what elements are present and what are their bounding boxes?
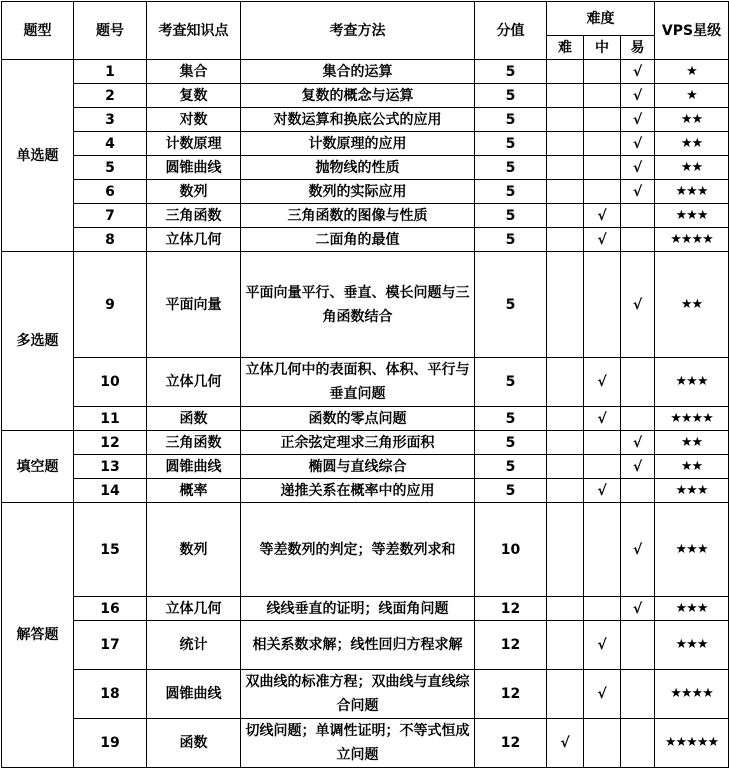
hard-cell: √: [547, 719, 584, 768]
point-cell: 数列: [147, 180, 241, 204]
method-cell: 抛物线的性质: [241, 156, 475, 180]
stars-cell: ★★★: [655, 597, 729, 621]
easy-cell: [621, 204, 655, 228]
hard-cell: [547, 503, 584, 597]
header-vps: VPS星级: [655, 2, 729, 60]
method-cell: 计数原理的应用: [241, 132, 475, 156]
hard-cell: [547, 407, 584, 431]
table-row: [2, 60, 729, 84]
method-cell: 切线问题；单调性证明；不等式恒成立问题: [241, 719, 475, 768]
stars-cell: ★★: [655, 252, 729, 358]
hard-cell: [547, 156, 584, 180]
table-row: [2, 455, 729, 479]
easy-cell: √: [621, 597, 655, 621]
stars-cell: ★★★★: [655, 670, 729, 719]
point-cell: 概率: [147, 479, 241, 503]
stars-cell: ★★: [655, 431, 729, 455]
score-cell: 12: [475, 597, 547, 621]
point-cell: 立体几何: [147, 228, 241, 252]
table-row: [2, 252, 729, 358]
method-cell: 对数运算和换底公式的应用: [241, 108, 475, 132]
num-cell: 3: [74, 108, 147, 132]
header-num: 题号: [74, 2, 147, 60]
medium-cell: √: [584, 407, 621, 431]
exam-analysis-table: [1, 1, 729, 768]
num-cell: 11: [74, 407, 147, 431]
num-cell: 15: [74, 503, 147, 597]
stars-cell: ★★★★★: [655, 719, 729, 768]
point-cell: 对数: [147, 108, 241, 132]
easy-cell: √: [621, 132, 655, 156]
easy-cell: [621, 479, 655, 503]
easy-cell: √: [621, 431, 655, 455]
medium-cell: √: [584, 358, 621, 407]
medium-cell: [584, 60, 621, 84]
easy-cell: [621, 358, 655, 407]
medium-cell: [584, 108, 621, 132]
hard-cell: [547, 252, 584, 358]
easy-cell: [621, 621, 655, 670]
hard-cell: [547, 479, 584, 503]
score-cell: 12: [475, 621, 547, 670]
stars-cell: ★★: [655, 156, 729, 180]
type-cell: 多选题: [2, 252, 74, 431]
table-row: [2, 180, 729, 204]
method-cell: 二面角的最值: [241, 228, 475, 252]
header-difficulty: 难度: [547, 2, 655, 36]
hard-cell: [547, 180, 584, 204]
header-score: 分值: [475, 2, 547, 60]
hard-cell: [547, 132, 584, 156]
table-row: [2, 670, 729, 719]
stars-cell: ★★: [655, 132, 729, 156]
medium-cell: [584, 84, 621, 108]
hard-cell: [547, 84, 584, 108]
num-cell: 8: [74, 228, 147, 252]
medium-cell: √: [584, 621, 621, 670]
score-cell: 5: [475, 358, 547, 407]
point-cell: 统计: [147, 621, 241, 670]
header-method: 考查方法: [241, 2, 475, 60]
hard-cell: [547, 204, 584, 228]
stars-cell: ★★★★: [655, 407, 729, 431]
easy-cell: √: [621, 108, 655, 132]
method-cell: 相关系数求解；线性回归方程求解: [241, 621, 475, 670]
medium-cell: [584, 597, 621, 621]
score-cell: 5: [475, 431, 547, 455]
method-cell: 三角函数的图像与性质: [241, 204, 475, 228]
easy-cell: √: [621, 252, 655, 358]
score-cell: 5: [475, 252, 547, 358]
hard-cell: [547, 621, 584, 670]
num-cell: 19: [74, 719, 147, 768]
stars-cell: ★★★★: [655, 228, 729, 252]
method-cell: 线线垂直的证明；线面角问题: [241, 597, 475, 621]
method-cell: 正余弦定理求三角形面积: [241, 431, 475, 455]
method-cell: 集合的运算: [241, 60, 475, 84]
medium-cell: [584, 180, 621, 204]
easy-cell: √: [621, 503, 655, 597]
score-cell: 10: [475, 503, 547, 597]
score-cell: 5: [475, 228, 547, 252]
type-cell: 解答题: [2, 503, 74, 768]
point-cell: 计数原理: [147, 132, 241, 156]
num-cell: 14: [74, 479, 147, 503]
hard-cell: [547, 597, 584, 621]
medium-cell: [584, 132, 621, 156]
header-easy: 易: [621, 36, 655, 60]
score-cell: 5: [475, 180, 547, 204]
point-cell: 圆锥曲线: [147, 455, 241, 479]
type-cell: 单选题: [2, 60, 74, 252]
point-cell: 数列: [147, 503, 241, 597]
score-cell: 5: [475, 108, 547, 132]
score-cell: 5: [475, 204, 547, 228]
stars-cell: ★★★: [655, 621, 729, 670]
num-cell: 13: [74, 455, 147, 479]
method-cell: 等差数列的判定；等差数列求和: [241, 503, 475, 597]
score-cell: 5: [475, 60, 547, 84]
num-cell: 12: [74, 431, 147, 455]
num-cell: 10: [74, 358, 147, 407]
method-cell: 双曲线的标准方程；双曲线与直线综合问题: [241, 670, 475, 719]
medium-cell: √: [584, 479, 621, 503]
easy-cell: [621, 719, 655, 768]
easy-cell: √: [621, 60, 655, 84]
method-cell: 复数的概念与运算: [241, 84, 475, 108]
table-row: [2, 407, 729, 431]
easy-cell: [621, 407, 655, 431]
num-cell: 2: [74, 84, 147, 108]
stars-cell: ★★: [655, 108, 729, 132]
num-cell: 6: [74, 180, 147, 204]
medium-cell: [584, 156, 621, 180]
num-cell: 7: [74, 204, 147, 228]
table-row: [2, 204, 729, 228]
header-hard: 难: [547, 36, 584, 60]
hard-cell: [547, 670, 584, 719]
easy-cell: √: [621, 84, 655, 108]
method-cell: 立体几何中的表面积、体积、平行与垂直问题: [241, 358, 475, 407]
hard-cell: [547, 108, 584, 132]
score-cell: 12: [475, 719, 547, 768]
table-row: [2, 503, 729, 597]
method-cell: 椭圆与直线综合: [241, 455, 475, 479]
stars-cell: ★★★: [655, 180, 729, 204]
score-cell: 5: [475, 84, 547, 108]
medium-cell: [584, 503, 621, 597]
stars-cell: ★: [655, 84, 729, 108]
easy-cell: [621, 670, 655, 719]
point-cell: 立体几何: [147, 597, 241, 621]
num-cell: 5: [74, 156, 147, 180]
point-cell: 函数: [147, 719, 241, 768]
stars-cell: ★: [655, 60, 729, 84]
medium-cell: √: [584, 204, 621, 228]
point-cell: 圆锥曲线: [147, 156, 241, 180]
num-cell: 17: [74, 621, 147, 670]
easy-cell: √: [621, 455, 655, 479]
medium-cell: [584, 719, 621, 768]
header-type: 题型: [2, 2, 74, 60]
table-row: [2, 228, 729, 252]
easy-cell: √: [621, 180, 655, 204]
score-cell: 5: [475, 132, 547, 156]
score-cell: 5: [475, 407, 547, 431]
point-cell: 立体几何: [147, 358, 241, 407]
score-cell: 5: [475, 479, 547, 503]
table-row: [2, 719, 729, 768]
hard-cell: [547, 358, 584, 407]
stars-cell: ★★★: [655, 503, 729, 597]
table-row: [2, 132, 729, 156]
stars-cell: ★★: [655, 455, 729, 479]
score-cell: 5: [475, 156, 547, 180]
score-cell: 12: [475, 670, 547, 719]
point-cell: 三角函数: [147, 204, 241, 228]
hard-cell: [547, 431, 584, 455]
method-cell: 递推关系在概率中的应用: [241, 479, 475, 503]
table-row: [2, 621, 729, 670]
header-medium: 中: [584, 36, 621, 60]
medium-cell: [584, 252, 621, 358]
table-row: [2, 597, 729, 621]
point-cell: 平面向量: [147, 252, 241, 358]
stars-cell: ★★★: [655, 204, 729, 228]
table-row: [2, 358, 729, 407]
medium-cell: √: [584, 670, 621, 719]
table-row: [2, 431, 729, 455]
hard-cell: [547, 60, 584, 84]
easy-cell: √: [621, 156, 655, 180]
stars-cell: ★★★: [655, 479, 729, 503]
type-cell: 填空题: [2, 431, 74, 503]
table-row: [2, 156, 729, 180]
medium-cell: [584, 431, 621, 455]
header-point: 考查知识点: [147, 2, 241, 60]
num-cell: 9: [74, 252, 147, 358]
method-cell: 数列的实际应用: [241, 180, 475, 204]
easy-cell: [621, 228, 655, 252]
table-row: [2, 479, 729, 503]
point-cell: 复数: [147, 84, 241, 108]
score-cell: 5: [475, 455, 547, 479]
num-cell: 4: [74, 132, 147, 156]
medium-cell: [584, 455, 621, 479]
method-cell: 函数的零点问题: [241, 407, 475, 431]
table-row: [2, 84, 729, 108]
point-cell: 三角函数: [147, 431, 241, 455]
hard-cell: [547, 455, 584, 479]
stars-cell: ★★★: [655, 358, 729, 407]
table-row: [2, 108, 729, 132]
point-cell: 圆锥曲线: [147, 670, 241, 719]
method-cell: 平面向量平行、垂直、模长问题与三角函数结合: [241, 252, 475, 358]
num-cell: 18: [74, 670, 147, 719]
num-cell: 16: [74, 597, 147, 621]
hard-cell: [547, 228, 584, 252]
point-cell: 函数: [147, 407, 241, 431]
medium-cell: √: [584, 228, 621, 252]
point-cell: 集合: [147, 60, 241, 84]
num-cell: 1: [74, 60, 147, 84]
